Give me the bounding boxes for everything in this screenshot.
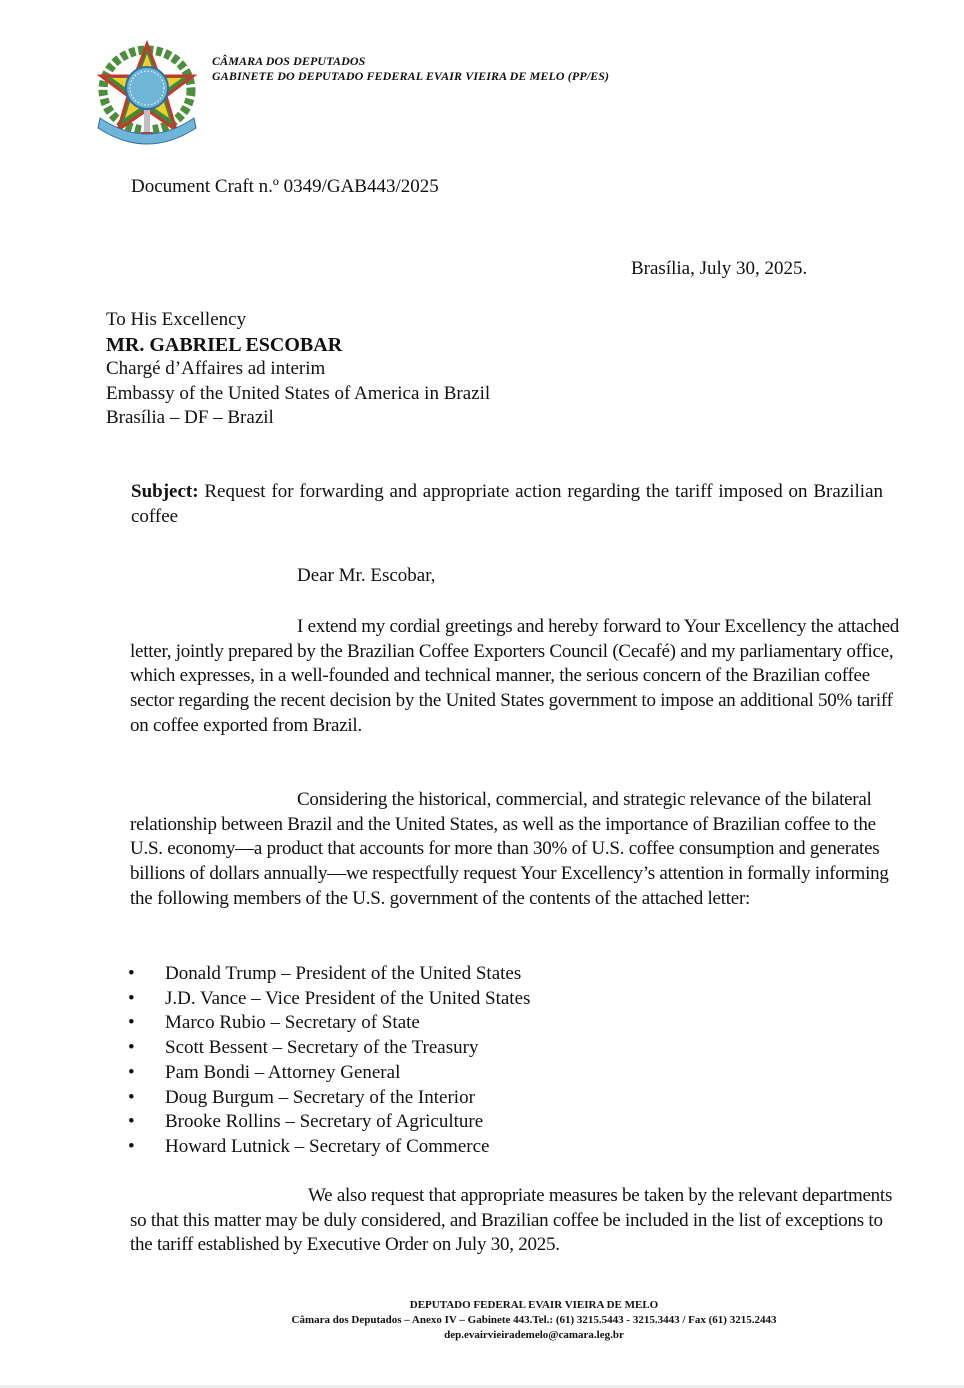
official-entry: Donald Trump – President of the United States (165, 963, 522, 984)
document-reference: Document Craft n.º 0349/GAB443/2025 (131, 176, 439, 197)
institution-name: CÂMARA DOS DEPUTADOS (212, 54, 366, 68)
footer-email[interactable]: dep.evairvieirademelo@camara.leg.br (444, 1329, 624, 1341)
subject-text: Request for forwarding and appropriate action regarding the tariff imposed on Brazilian coffee (131, 481, 883, 527)
letterhead (212, 54, 609, 84)
official-entry: J.D. Vance – Vice President of the United States (165, 987, 531, 1009)
official-entry: Doug Burgum – Secretary of the Interior (165, 1086, 475, 1108)
list-item (128, 1011, 530, 1036)
official-entry: Howard Lutnick – Secretary of Commerce (165, 1135, 490, 1157)
subject-line (131, 479, 883, 529)
body-paragraph-2 (130, 788, 900, 912)
office-name: GABINETE DO DEPUTADO FEDERAL EVAIR VIEIRA DE MELO (PP/ES) (212, 69, 610, 83)
place-date: Brasília, July 30, 2025. (631, 258, 808, 279)
official-entry: Scott Bessent – Secretary of the Treasury (165, 1037, 479, 1059)
paragraph-text: We also request that appropriate measures be taken by the relevant departments so that this matter may be duly considered, and Brazilian coffee be included in the list of exceptions to the tariff established by Executive Order on July 30, 2025. (130, 1185, 893, 1256)
bullet-icon: • (128, 1061, 135, 1083)
official-entry: Brooke Rollins – Secretary of Agriculture (165, 1111, 484, 1133)
bullet-icon: • (128, 963, 135, 984)
list-item (128, 1110, 530, 1135)
body-paragraph-1 (130, 615, 900, 739)
page-footer (0, 1298, 964, 1343)
footer-address: Câmara dos Deputados – Anexo IV – Gabinete 443.Tel.: (61) 3215.5443 - 3215.3443 / Fax (61) 3215.2443 (291, 1314, 777, 1326)
recipient-name: MR. GABRIEL ESCOBAR (106, 333, 343, 356)
official-entry: Marco Rubio – Secretary of State (165, 1012, 420, 1034)
list-item (128, 1086, 530, 1111)
subject-label: Subject: (131, 481, 199, 502)
bullet-icon: • (128, 1037, 135, 1059)
officials-list (128, 962, 530, 1160)
list-item (128, 1036, 530, 1061)
recipient-title: Chargé d’Affaires ad interim (106, 358, 326, 379)
recipient-honorific: To His Excellency (106, 309, 247, 330)
paragraph-text: I extend my cordial greetings and hereby forward to Your Excellency the attached letter, jointly prepared by the Brazilian Coffee Exporters Council (Cecafé) and my parliamentary office, which expresses, in a well-founded and technical manner, the serious concern of the Brazilian coffee sector regarding the recent decision by the United States government to impose an additional 50% tariff on coffee exported from Brazil. (130, 616, 900, 736)
recipient-block (106, 308, 490, 431)
list-item (128, 987, 530, 1012)
list-item (128, 1061, 530, 1086)
recipient-organization: Embassy of the United States of America in Brazil (106, 382, 491, 404)
list-item (128, 1135, 530, 1160)
paragraph-text: Considering the historical, commercial, and strategic relevance of the bilateral relationship between Brazil and the United States, as well as the importance of Brazilian coffee to the U.S. economy—a product that accounts for more than 30% of U.S. coffee consumption and generates billions of dollars annually—we respectfully request Your Excellency’s attention in formally informing the following members of the U.S. government of the contents of the attached letter: (130, 789, 889, 909)
bullet-icon: • (128, 1086, 135, 1108)
footer-name: DEPUTADO FEDERAL EVAIR VIEIRA DE MELO (409, 1299, 659, 1311)
bullet-icon: • (128, 1111, 135, 1133)
body-paragraph-3 (130, 1184, 900, 1258)
greeting: Dear Mr. Escobar, (297, 565, 436, 586)
list-item (128, 962, 530, 987)
official-entry: Pam Bondi – Attorney General (165, 1061, 401, 1083)
bullet-icon: • (128, 1012, 135, 1034)
brazil-coat-of-arms-icon (96, 38, 198, 146)
bullet-icon: • (128, 1135, 135, 1157)
recipient-location: Brasília – DF – Brazil (106, 407, 274, 428)
bullet-icon: • (128, 987, 135, 1009)
